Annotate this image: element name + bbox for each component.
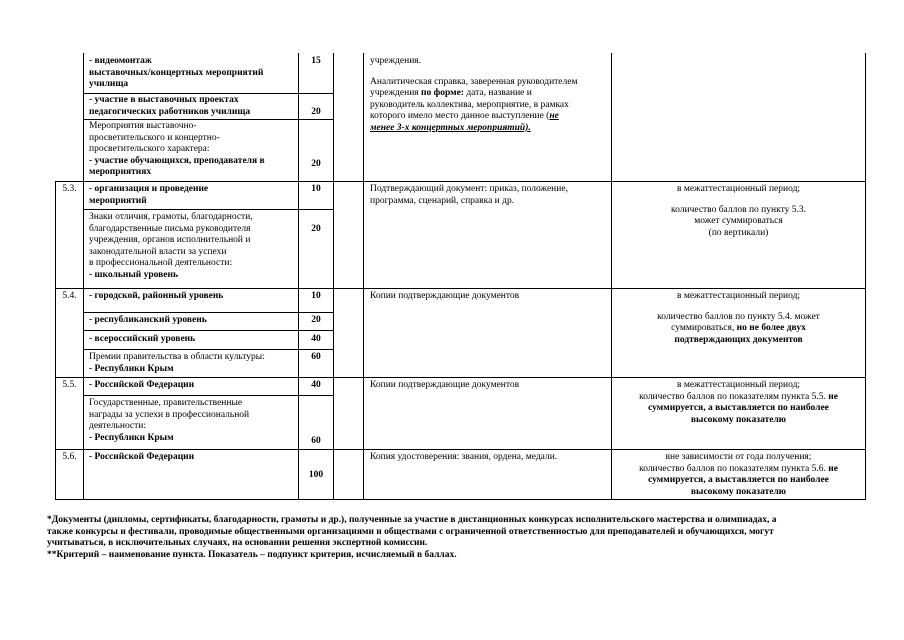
criterion-text: - видеомонтаж (89, 56, 152, 66)
criterion-text: просветительского и концертно- (89, 132, 220, 143)
grid-line (83, 395, 334, 396)
score: 60 (311, 436, 321, 446)
note-text-bold: не (828, 463, 838, 474)
criterion-cell (89, 212, 294, 281)
criterion-cell (89, 56, 294, 91)
criterion-text: училища (89, 79, 129, 89)
note-text: в межаттестационный период; (676, 380, 801, 390)
document-text: Аналитическая справка, заверенная руководителем (370, 76, 578, 87)
criterion-text: просветительского характера: (89, 144, 210, 154)
document-text: Копия удостоверения: звания, ордена, медали. (370, 452, 558, 462)
grid-line (55, 499, 866, 500)
score: 10 (311, 291, 321, 301)
criterion-text: Премии правительства в области культуры: (89, 352, 265, 362)
score: 40 (311, 380, 321, 390)
criterion-cell (89, 121, 294, 179)
footnote-text: **Критерий – наименование пункта. Показатель – подпункт критерия, исчисляемый в баллах. (47, 549, 457, 560)
score: 20 (311, 107, 321, 117)
item-number: 5.5. (62, 380, 77, 390)
item-number: 5.6. (62, 452, 77, 462)
criterion-text: в профессиональной деятельности: (89, 258, 233, 268)
criterion-text: Знаки отличия, грамоты, благодарности, (89, 212, 253, 222)
criterion-text: Мероприятия выставочно- (89, 121, 197, 131)
document-text: руководитель коллектива, мероприятие, в рамках (370, 99, 569, 110)
score: 20 (311, 159, 321, 169)
criterion-text: - Республики Крым (89, 432, 174, 443)
document-text: Копии подтверждающие документов (370, 291, 520, 301)
criterion-text: - республиканский уровень (89, 315, 207, 325)
document-text: Копии подтверждающие документов (370, 380, 520, 390)
criterion-text: деятельности: (89, 421, 147, 431)
criterion-text: Государственные, правительственные (89, 398, 243, 408)
grid-line (55, 377, 866, 378)
score: 10 (311, 184, 321, 194)
grid-line (83, 330, 334, 331)
criterion-cell (89, 398, 294, 444)
note-text-bold: высокому показателю (690, 486, 787, 497)
document-text: учреждения. (370, 56, 422, 66)
score: 100 (308, 470, 324, 480)
note-text-bold: суммируется, а выставляется по наиболее (648, 475, 829, 485)
score: 60 (311, 352, 321, 362)
document-text-bold: по форме: (421, 88, 464, 98)
note-text: (по вертикали) (708, 227, 769, 238)
document-text: учреждения (370, 88, 422, 98)
grid-line (83, 312, 334, 313)
criterion-text: награды за успехи в профессиональной (89, 409, 250, 420)
criterion-text: - организация и проведение (89, 184, 209, 194)
note-text: количество баллов по показателям пункта 5.5. (639, 391, 829, 402)
document-text: дата, название и (463, 88, 532, 98)
score: 20 (311, 315, 321, 325)
criterion-text: - Российской Федерации (89, 452, 195, 462)
note-text-bold: высокому показателю (690, 414, 787, 425)
score: 15 (311, 56, 321, 66)
note-text: вне зависимости от года получения; (665, 452, 812, 462)
note-text-bold: не (828, 391, 838, 402)
document-text-emphasis: не (549, 111, 559, 121)
grid-line (611, 53, 612, 499)
criterion-text: - городской, районный уровень (89, 291, 224, 301)
criterion-cell (89, 184, 294, 207)
note-text-bold: но не более двух (736, 323, 806, 333)
item-number: 5.3. (62, 184, 77, 194)
criterion-text: благодарственные письма руководителя (89, 223, 251, 234)
note-text-bold: суммируется, а выставляется по наиболее (648, 403, 829, 413)
criterion-text: - школьный уровень (89, 269, 179, 280)
grid-line (83, 93, 334, 94)
grid-line (55, 288, 866, 289)
criterion-text: выставочных/концертных мероприятий (89, 67, 264, 78)
grid-line (363, 53, 364, 499)
criterion-text: учреждения, органов исполнительной и (89, 235, 251, 245)
grid-line (55, 449, 866, 450)
note-cell (612, 380, 865, 426)
grid-line (83, 119, 334, 120)
criterion-text: педагогических работников училища (89, 106, 251, 117)
note-cell (612, 184, 865, 239)
criterion-text: мероприятий (89, 195, 147, 206)
document-text-emphasis: менее 3-х концертных мероприятий). (370, 122, 531, 133)
note-text: количество баллов по показателям пункта 5.6. (639, 463, 829, 474)
footnote-text: также конкурсы и фестивали, проводимые общественными организациями и обществами с ограниченной ответственностью для преподавателей и обучающихся, могут (47, 526, 774, 537)
criterion-text: мероприятиях (89, 167, 152, 177)
criterion-text: - Республики Крым (89, 363, 174, 374)
note-cell (612, 291, 865, 346)
note-text: суммироваться, (671, 323, 737, 333)
grid-line (55, 181, 866, 182)
document-cell (370, 184, 610, 207)
note-text: в межаттестационный период; (676, 291, 801, 301)
note-text-bold: подтверждающих документов (674, 334, 803, 345)
criterion-text: - всероссийский уровень (89, 334, 196, 344)
item-number: 5.4. (62, 291, 77, 301)
note-text: количество баллов по пункту 5.4. может (657, 311, 820, 322)
document-cell (370, 56, 606, 134)
criterion-cell (89, 95, 294, 118)
score: 20 (311, 224, 321, 234)
criterion-text: - участие обучающихся, преподавателя в (89, 155, 265, 166)
note-text: в межаттестационный период; (676, 184, 801, 194)
note-text: количество баллов по пункту 5.3. (671, 204, 806, 215)
score: 40 (311, 334, 321, 344)
document-text: Подтверждающий документ: приказ, положение, (370, 184, 568, 194)
footnotes (47, 515, 877, 561)
footnote-text: учитываться, в исключительных случаях, на основании решения экспертной комиссии. (47, 538, 428, 548)
note-cell (612, 452, 865, 498)
note-text: может суммироваться (694, 216, 783, 226)
document-text: программа, сценарий, справка и др. (370, 195, 515, 206)
footnote-text: *Документы (дипломы, сертификаты, благодарности, грамоты и др.), полученные за участие в дистанционных конкурсах исполнительского мастерства и олимпиадах, а (47, 515, 777, 525)
criterion-text: - участие в выставочных проектах (89, 95, 239, 105)
grid-line (83, 209, 334, 210)
grid-line (865, 53, 866, 499)
criterion-cell (89, 352, 294, 375)
grid-line (83, 349, 334, 350)
document-text: которого имело место данное выступление ( (370, 111, 550, 121)
criterion-text: - Российской Федерации (89, 380, 195, 390)
criterion-text: законодательной власти за успехи (89, 246, 227, 257)
